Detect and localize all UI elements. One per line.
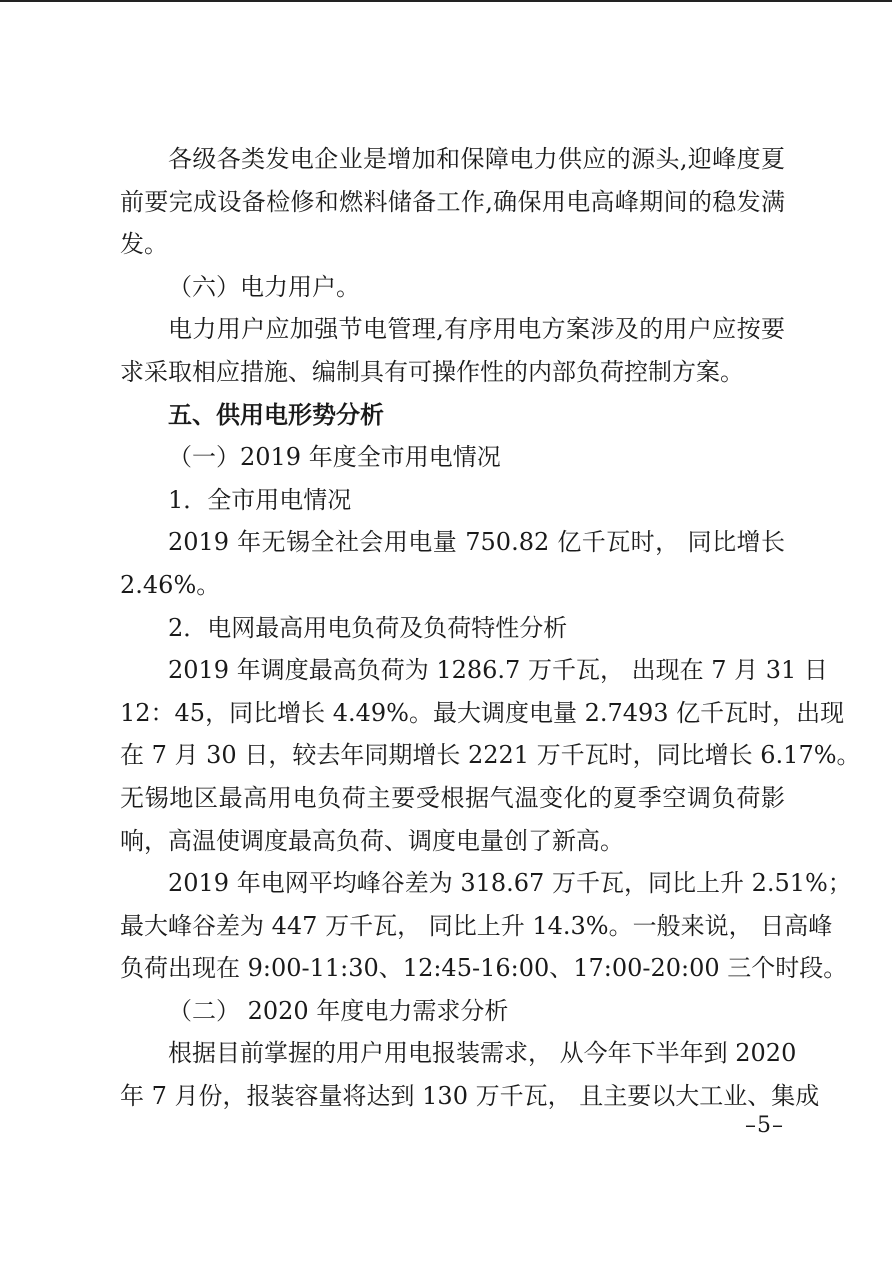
text-line: 五、供用电形势分析 — [168, 400, 384, 429]
text-line: 2．电网最高用电负荷及负荷特性分析 — [168, 613, 568, 642]
text-line: 前要完成设备检修和燃料储备工作,确保用电高峰期间的稳发满 — [120, 187, 785, 216]
text-line: 1．全市用电情况 — [168, 485, 352, 514]
text-line: 响，高温使调度最高负荷、调度电量创了新高。 — [120, 826, 624, 855]
text-line: 最大峰谷差为 447 万千瓦， 同比上升 14.3%。一般来说， 日高峰 — [120, 911, 833, 940]
text-line: 电力用户应加强节电管理,有序用电方案涉及的用户应按要 — [168, 315, 785, 344]
text-line: （一）2019 年度全市用电情况 — [168, 443, 501, 472]
text-line: 求采取相应措施、编制具有可操作性的内部负荷控制方案。 — [120, 357, 744, 386]
text-line: 负荷出现在 9:00-11:30、12:45-16:00、17:00-20:00 三个时段。 — [120, 954, 848, 983]
text-line: 无锡地区最高用电负荷主要受根据气温变化的夏季空调负荷影 — [120, 783, 785, 812]
text-line: 12：45，同比增长 4.49%。最大调度电量 2.7493 亿千瓦时，出现 — [120, 698, 845, 727]
text-line: 2019 年调度最高负荷为 1286.7 万千瓦， 出现在 7 月 31 日 — [168, 656, 828, 685]
text-line: 在 7 月 30 日，较去年同期增长 2221 万千瓦时，同比增长 6.17%。 — [120, 741, 861, 770]
text-line: （二） 2020 年度电力需求分析 — [168, 996, 509, 1025]
text-line: 各级各类发电企业是增加和保障电力供应的源头,迎峰度夏 — [168, 145, 785, 173]
page-number: –5– — [745, 1113, 784, 1138]
top-border — [0, 0, 892, 2]
text-line: 发。 — [120, 230, 168, 259]
text-line: （六）电力用户。 — [168, 272, 360, 301]
document-body — [120, 138, 861, 1118]
text-line: 2019 年无锡全社会用电量 750.82 亿千瓦时， 同比增长 — [168, 528, 785, 557]
text-line: 2019 年电网平均峰谷差为 318.67 万千瓦，同比上升 2.51%； — [168, 869, 852, 898]
text-line: 2.46%。 — [120, 570, 221, 599]
text-line: 根据目前掌握的用户用电报装需求， 从今年下半年到 2020 — [168, 1039, 797, 1068]
text-line: 年 7 月份，报装容量将达到 130 万千瓦， 且主要以大工业、集成 — [120, 1082, 820, 1111]
